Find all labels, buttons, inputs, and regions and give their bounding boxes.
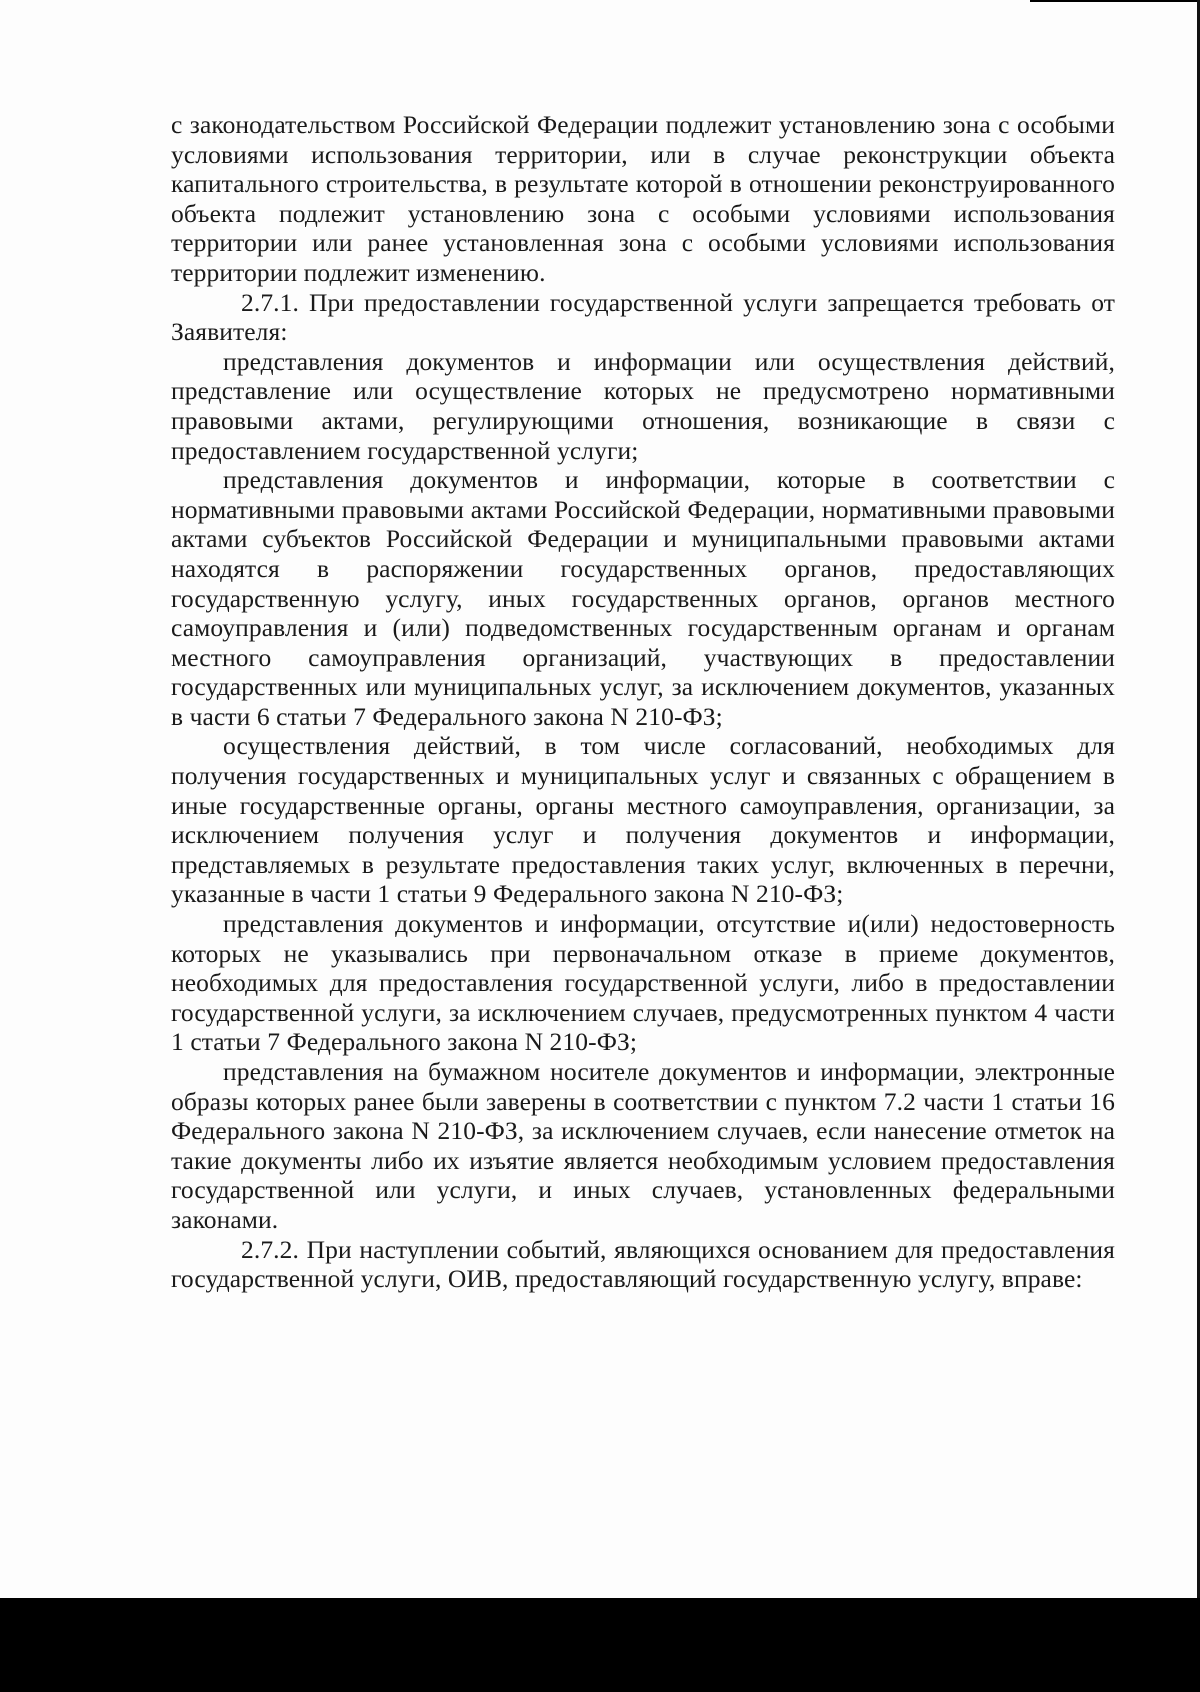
- list-item: представления документов и информации, отсутствие и(или) недостоверность которых не указывались при первоначальном отказе в приеме документов, необходимых для предоставления государственной услуги, либо в предоставлении государственной услуги, за исключением случаев, предусмотренных пунктом 4 части 1 статьи 7 Федерального закона N 210-ФЗ;: [171, 909, 1115, 1057]
- list-item: представления на бумажном носителе документов и информации, электронные образы которых ранее были заверены в соответствии с пунктом 7.2 части 1 статьи 16 Федерального закона N 210-ФЗ, за исключением случаев, если нанесение отметок на такие документы либо их изъятие является необходимым условием предоставления государственной или услуги, и иных случаев, установленных федеральными законами.: [171, 1057, 1115, 1234]
- clause-2-7-1: 2.7.1. При предоставлении государственной услуги запрещается требовать от Заявителя:: [171, 287, 1115, 347]
- list-item: представления документов и информации или осуществления действий, представление или осуществление которых не предусмотрено нормативными правовыми актами, регулирующими отношения, возникающие в связи с предоставлением государственной услуги;: [171, 346, 1115, 465]
- scan-top-edge: [1030, 0, 1200, 2]
- list-item: осуществления действий, в том числе согласований, необходимых для получения государственных и муниципальных услуг и связанных с обращением в иные государственные органы, органы местного самоуправления, организации, за исключением получения услуг и получения документов и информации, представляемых в результате предоставления таких услуг, включенных в перечни, указанные в части 1 статьи 9 Федерального закона N 210-ФЗ;: [171, 731, 1115, 909]
- clause-2-7-2: 2.7.2. При наступлении событий, являющихся основанием для предоставления государственной услуги, ОИВ, предоставляющий государственную услугу, вправе:: [171, 1234, 1115, 1294]
- list-item: представления документов и информации, которые в соответствии с нормативными правовыми актами Российской Федерации, нормативными правовыми актами субъектов Российской Федерации и муниципальными правовыми актами находятся в распоряжении государственных органов, предоставляющих государственную услугу, иных государственных органов, органов местного самоуправления и (или) подведомственных государственным органам и органам местного самоуправления организаций, участвующих в предоставлении государственных или муниципальных услуг, за исключением документов, указанных в части 6 статьи 7 Федерального закона N 210-ФЗ;: [171, 465, 1115, 731]
- document-body: [171, 110, 1115, 1294]
- paragraph-continuation: с законодательством Российской Федерации подлежит установлению зона с особыми условиями использования территории, или в случае реконструкции объекта капитального строительства, в результате которой в отношении реконструированного объекта подлежит установлению зона с особыми условиями использования территории или ранее установленная зона с особыми условиями использования территории подлежит изменению.: [171, 110, 1115, 287]
- scan-bottom-black-band: [0, 1598, 1200, 1692]
